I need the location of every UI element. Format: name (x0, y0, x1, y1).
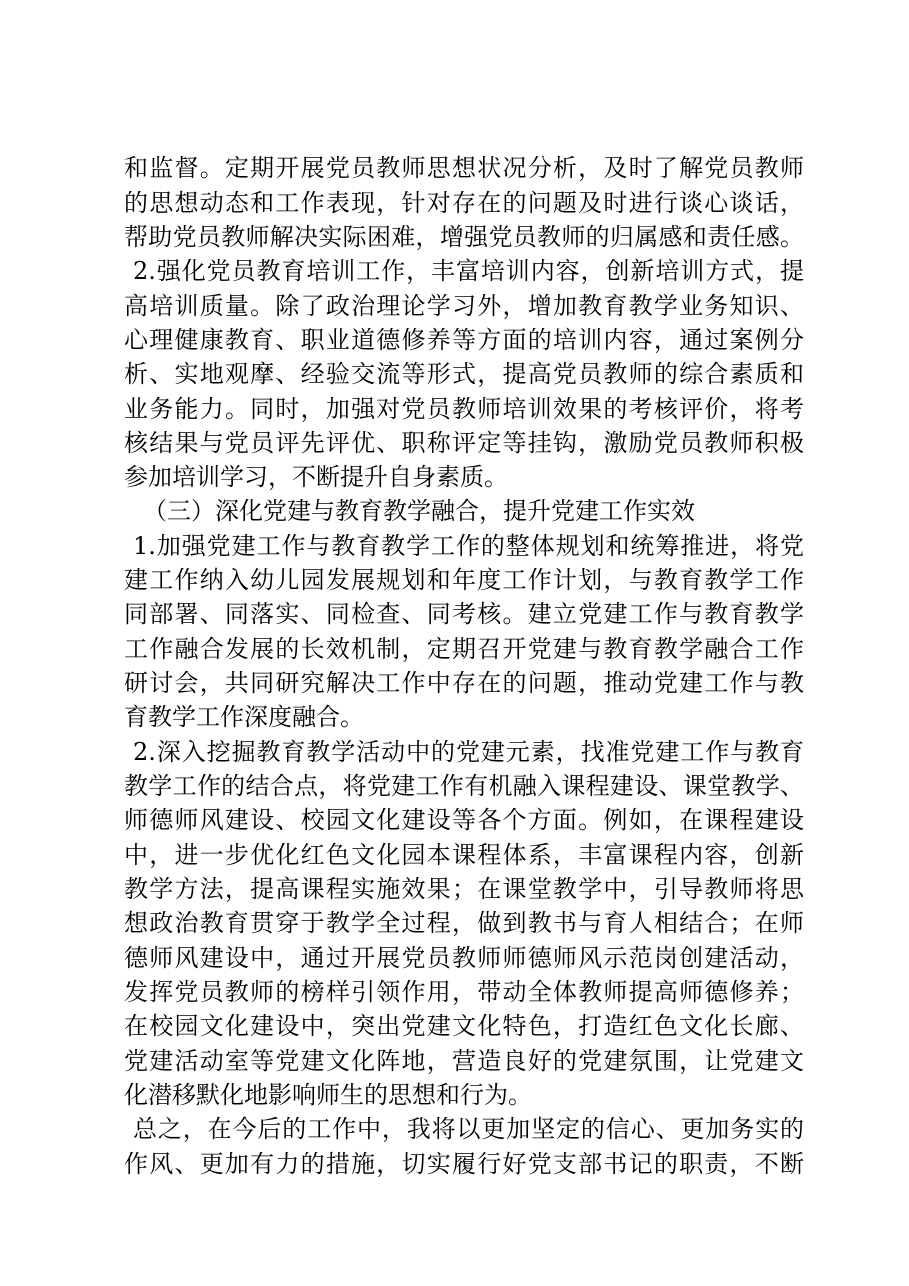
text-line: 想政治教育贯穿于教学全过程，做到教书与育人相结合；在师 (124, 909, 804, 937)
text-line: 建工作纳入幼儿园发展规划和年度工作计划，与教育教学工作 (124, 566, 804, 594)
text-line: 帮助党员教师解决实际困难，增强党员教师的归属感和责任感。 (124, 223, 804, 251)
text-line: 教学方法，提高课程实施效果；在课堂教学中，引导教师将思 (124, 875, 804, 903)
text-line: 核结果与党员评先评优、职称评定等挂钩，激励党员教师积极 (124, 429, 804, 457)
text-line: 发挥党员教师的榜样引领作用，带动全体教师提高师德修养； (124, 978, 804, 1006)
text-line: 师德师风建设、校园文化建设等各个方面。例如，在课程建设 (124, 806, 804, 834)
text-line: 作风、更加有力的措施，切实履行好党支部书记的职责，不断 (124, 1150, 804, 1178)
text-line: 2.强化党员教育培训工作，丰富培训内容，创新培训方式，提 (133, 257, 804, 285)
text-line: 教学工作的结合点，将党建工作有机融入课程建设、课堂教学、 (124, 772, 804, 800)
text-line: 参加培训学习，不断提升自身素质。 (124, 463, 508, 491)
text-line: 研讨会，共同研究解决工作中存在的问题，推动党建工作与教 (124, 669, 804, 697)
text-line: 总之，在今后的工作中，我将以更加坚定的信心、更加务实的 (133, 1115, 804, 1143)
text-line: 中，进一步优化红色文化园本课程体系，丰富课程内容，创新 (124, 841, 804, 869)
text-line: 工作融合发展的长效机制，定期召开党建与教育教学融合工作 (124, 635, 804, 663)
text-line: 2.深入挖掘教育教学活动中的党建元素，找准党建工作与教育 (133, 738, 804, 766)
section-heading: （三）深化党建与教育教学融合，提升党建工作实效 (143, 497, 695, 525)
text-line: 德师风建设中，通过开展党员教师师德师风示范岗创建活动， (124, 944, 804, 972)
text-line: 育教学工作深度融合。 (124, 703, 364, 731)
text-line: 业务能力。同时，加强对党员教师培训效果的考核评价，将考 (124, 395, 804, 423)
text-line: 高培训质量。除了政治理论学习外，增加教育教学业务知识、 (124, 292, 804, 320)
text-line: 1.加强党建工作与教育教学工作的整体规划和统筹推进，将党 (133, 532, 804, 560)
text-line: 心理健康教育、职业道德修养等方面的培训内容，通过案例分 (124, 326, 804, 354)
text-line: 同部署、同落实、同检查、同考核。建立党建工作与教育教学 (124, 600, 804, 628)
text-line: 的思想动态和工作表现，针对存在的问题及时进行谈心谈话， (124, 189, 804, 217)
text-line: 在校园文化建设中，突出党建文化特色，打造红色文化长廊、 (124, 1012, 804, 1040)
text-line: 党建活动室等党建文化阵地，营造良好的党建氛围，让党建文 (124, 1047, 804, 1075)
text-line: 化潜移默化地影响师生的思想和行为。 (124, 1081, 532, 1109)
text-line: 和监督。定期开展党员教师思想状况分析，及时了解党员教师 (124, 154, 804, 182)
text-line: 析、实地观摩、经验交流等形式，提高党员教师的综合素质和 (124, 360, 804, 388)
